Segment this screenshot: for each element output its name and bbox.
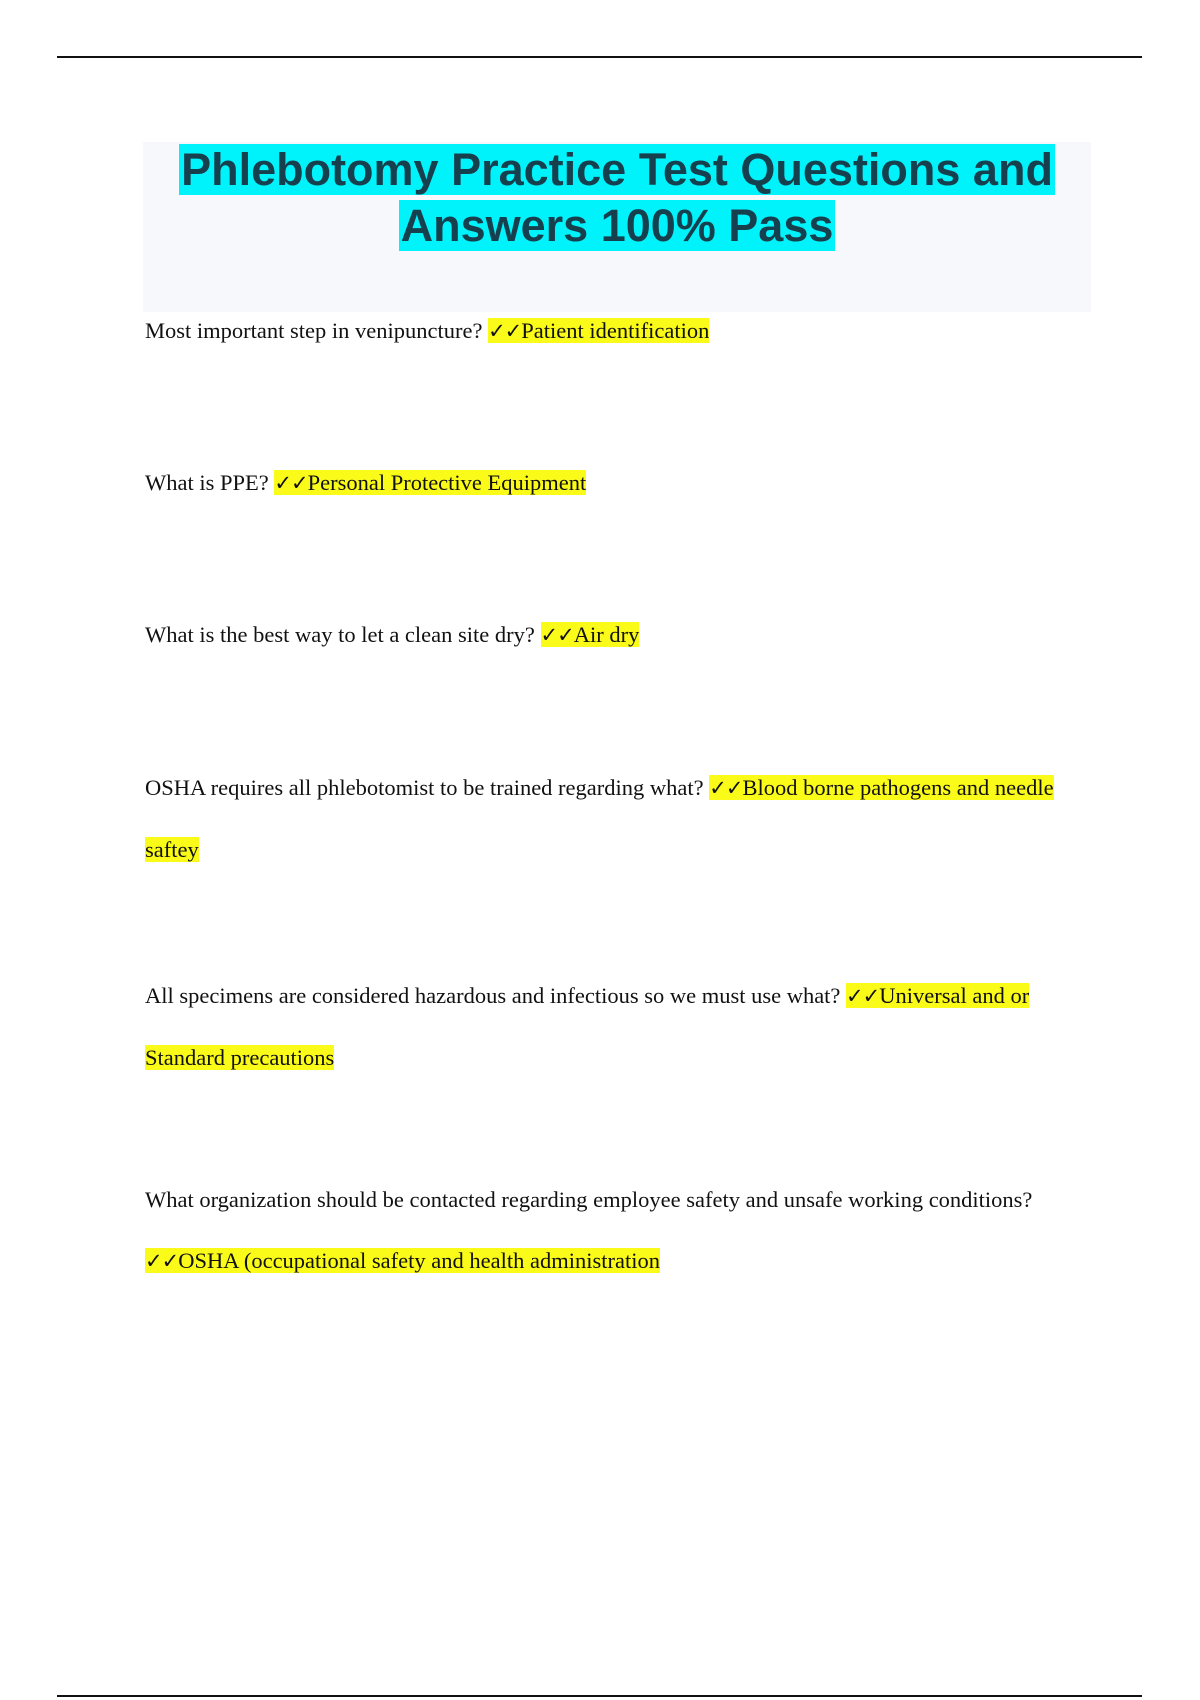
answer-text: Universal and or Standard precautions bbox=[145, 983, 1030, 1070]
answer-highlight bbox=[274, 470, 586, 495]
qa-item bbox=[145, 965, 1085, 1088]
answer-highlight bbox=[145, 1248, 660, 1273]
checkmark-icon: ✓✓ bbox=[709, 776, 743, 800]
header-rule bbox=[57, 56, 1142, 58]
checkmark-icon: ✓✓ bbox=[846, 984, 880, 1008]
question-text: Most important step in venipuncture? bbox=[145, 318, 489, 343]
checkmark-icon: ✓✓ bbox=[274, 471, 308, 495]
qa-item bbox=[145, 1169, 1085, 1292]
answer-text: Blood borne pathogens and needle saftey bbox=[145, 775, 1054, 862]
answer-text: OSHA (occupational safety and health administration bbox=[178, 1248, 660, 1273]
checkmark-icon: ✓✓ bbox=[540, 623, 574, 647]
checkmark-icon: ✓✓ bbox=[488, 319, 522, 343]
title-block bbox=[143, 142, 1091, 312]
question-text: What is PPE? bbox=[145, 470, 275, 495]
question-text: What is the best way to let a clean site dry? bbox=[145, 622, 541, 647]
footer-rule bbox=[57, 1695, 1142, 1697]
document-title-line-2: Answers 100% Pass bbox=[400, 200, 834, 251]
checkmark-icon: ✓✓ bbox=[145, 1249, 179, 1273]
qa-item bbox=[145, 604, 1085, 666]
document-title-line-1: Phlebotomy Practice Test Questions and bbox=[181, 144, 1053, 195]
answer-text: Air dry bbox=[573, 622, 640, 647]
question-text: OSHA requires all phlebotomist to be trained regarding what? bbox=[145, 775, 710, 800]
qa-item bbox=[145, 452, 1085, 514]
answer-highlight bbox=[541, 622, 640, 647]
qa-item bbox=[145, 757, 1085, 880]
answer-text: Patient identification bbox=[521, 318, 710, 343]
answer-highlight bbox=[488, 318, 709, 343]
question-text: All specimens are considered hazardous and infectious so we must use what? bbox=[145, 983, 847, 1008]
qa-item bbox=[145, 300, 1085, 362]
answer-text: Personal Protective Equipment bbox=[307, 470, 587, 495]
question-text: What organization should be contacted regarding employee safety and unsafe working conditions? bbox=[145, 1187, 1033, 1212]
